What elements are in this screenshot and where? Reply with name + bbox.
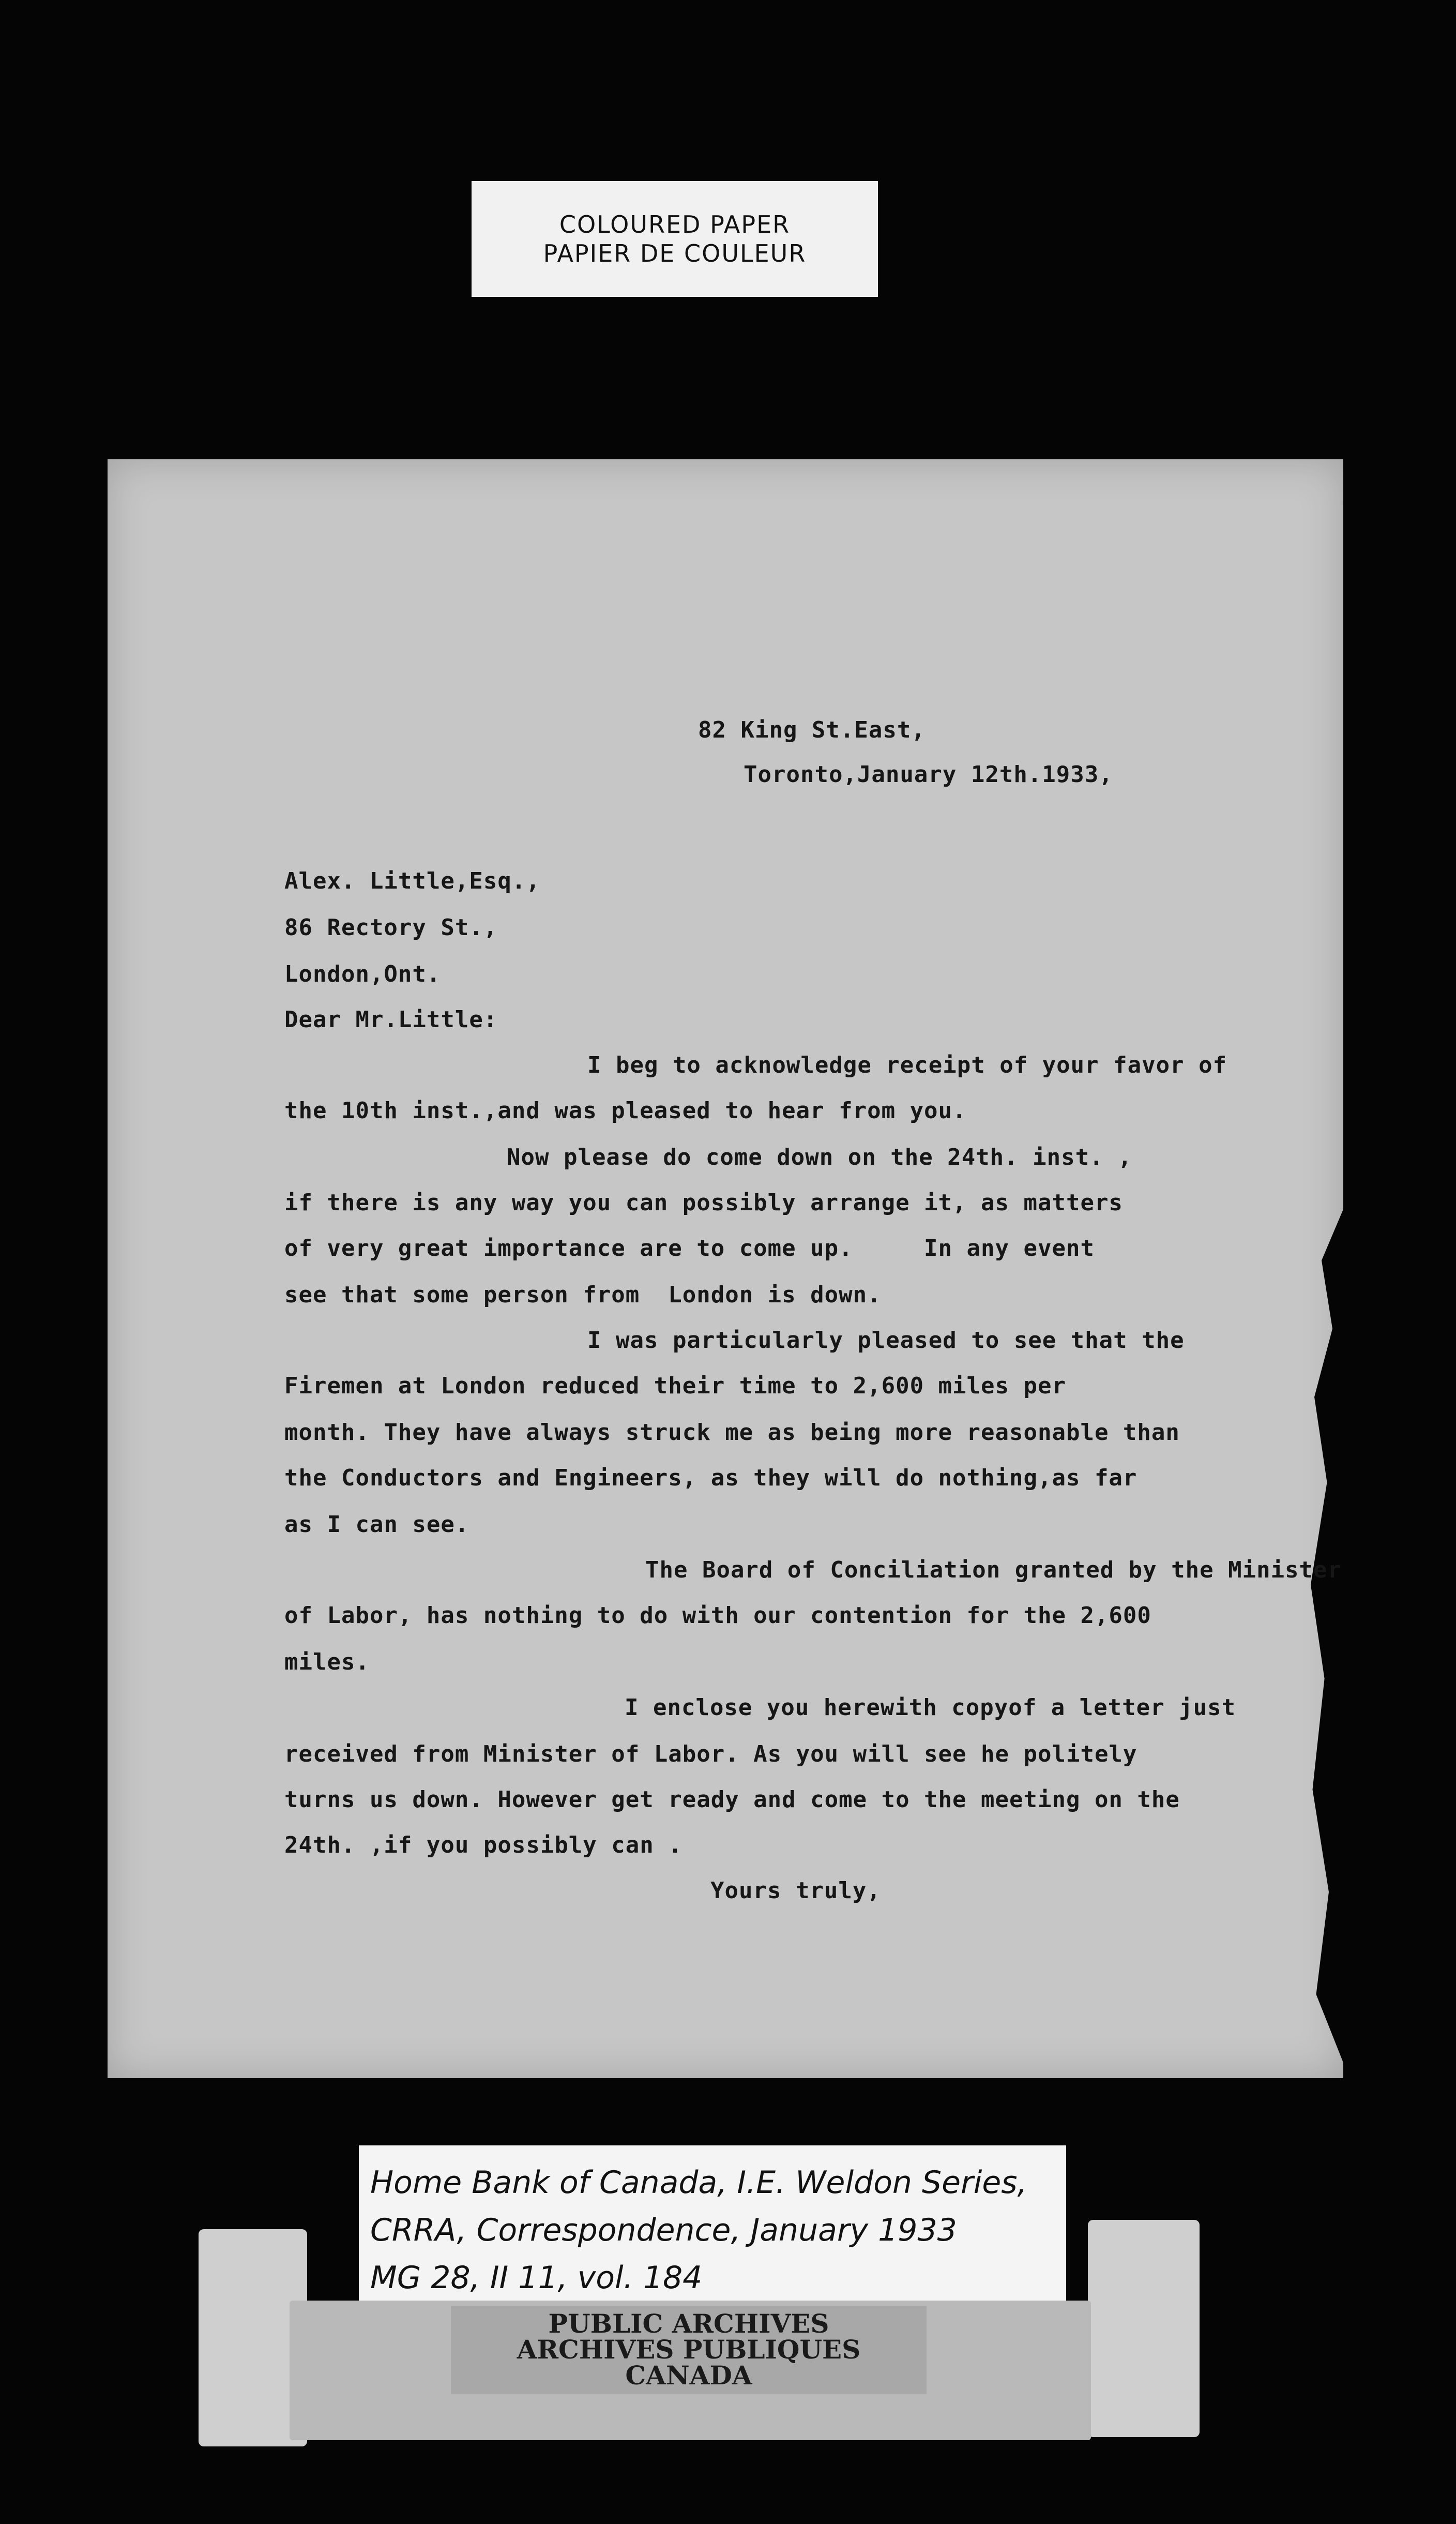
body-line: if there is any way you can possibly arrange it, as matters bbox=[284, 1190, 1123, 1216]
body-line: month. They have always struck me as being more reasonable than bbox=[284, 1419, 1180, 1446]
sender-address: 82 King St.East, bbox=[698, 717, 926, 743]
letter-date: Toronto,January 12th.1933, bbox=[744, 761, 1113, 788]
body-line: I beg to acknowledge receipt of your favor of bbox=[587, 1052, 1227, 1078]
label-holder-right bbox=[1088, 2220, 1200, 2437]
closing: Yours truly, bbox=[710, 1877, 881, 1904]
coloured-paper-tag bbox=[472, 181, 878, 297]
archive-reference-label bbox=[359, 2145, 1066, 2301]
body-line: received from Minister of Labor. As you will see he politely bbox=[284, 1741, 1138, 1767]
salutation: Dear Mr.Little: bbox=[284, 1006, 498, 1033]
body-line: see that some person from London is down. bbox=[284, 1282, 882, 1308]
stamp-line: PUBLIC ARCHIVES bbox=[548, 2308, 829, 2339]
recipient-city: London,Ont. bbox=[284, 961, 441, 987]
body-line: as I can see. bbox=[284, 1511, 469, 1538]
body-line: 24th. ,if you possibly can . bbox=[284, 1832, 682, 1858]
body-line: of very great importance are to come up. In any event bbox=[284, 1235, 1095, 1261]
stamp-line: CANADA bbox=[625, 2360, 752, 2391]
archive-label-line: MG 28, II 11, vol. 184 bbox=[370, 2260, 703, 2296]
public-archives-stamp bbox=[451, 2306, 927, 2394]
archive-label-line: Home Bank of Canada, I.E. Weldon Series, bbox=[370, 2165, 1027, 2201]
body-line: turns us down. However get ready and come to the meeting on the bbox=[284, 1786, 1180, 1813]
recipient-street: 86 Rectory St., bbox=[284, 914, 498, 941]
body-line: The Board of Conciliation granted by the Minister bbox=[645, 1557, 1342, 1583]
body-line: I enclose you herewith copyof a letter just bbox=[625, 1694, 1236, 1721]
recipient-name: Alex. Little,Esq., bbox=[284, 868, 540, 894]
body-line: Now please do come down on the 24th. inst. , bbox=[507, 1144, 1132, 1170]
body-line: the 10th inst.,and was pleased to hear from you. bbox=[284, 1098, 967, 1124]
torn-edge bbox=[1307, 1209, 1343, 2063]
body-line: Firemen at London reduced their time to 2,600 miles per bbox=[284, 1373, 1066, 1399]
body-line: the Conductors and Engineers, as they will do nothing,as far bbox=[284, 1465, 1138, 1491]
stamp-line: ARCHIVES PUBLIQUES bbox=[517, 2334, 861, 2365]
archive-label-line: CRRA, Correspondence, January 1933 bbox=[370, 2212, 957, 2248]
body-line: I was particularly pleased to see that the bbox=[587, 1327, 1185, 1354]
tag-line-french: PAPIER DE COULEUR bbox=[543, 239, 807, 267]
body-line: miles. bbox=[284, 1649, 370, 1675]
body-line: of Labor, has nothing to do with our contention for the 2,600 bbox=[284, 1602, 1151, 1629]
letter-page bbox=[108, 459, 1343, 2078]
tag-line-english: COLOURED PAPER bbox=[559, 211, 791, 238]
